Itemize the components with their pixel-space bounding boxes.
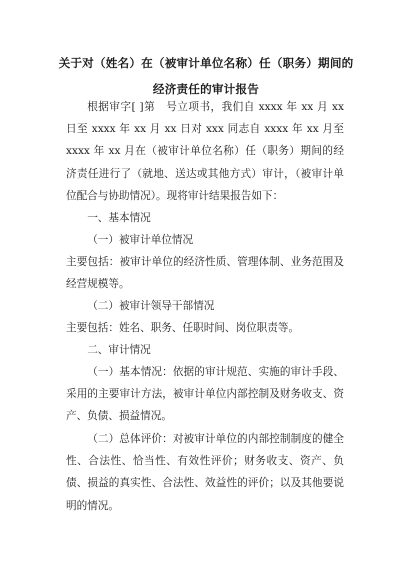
section-2-1-body: （一）基本情况：依据的审计规范、实施的审计手段、采用的主要审计方法，被审计单位内部控制及财务收支、资产、负债、损益情况。 xyxy=(66,366,344,423)
section-1-1-heading: （一）被审计单位情况 xyxy=(87,234,194,246)
section-1-2-body: 主要包括：姓名、职务、任职时间、岗位职责等。 xyxy=(66,322,300,334)
section-1-2-heading: （二）被审计领导干部情况 xyxy=(87,300,215,312)
intro-paragraph: 根据审字[ ]第 号立项书，我们自 xxxx 年 xx 月 xx 日至 xxxx 年 xx 月 xx 日对 xxx 同志自 xxxx 年 xx 月至 xxxx 年 xx 月在（被审计单位名称）任（职务）期间的经济责任进行了（就地、送达或其他方式）审计，（被审计单位配合与协助情况）。现将审计结果报告如下： xyxy=(66,101,344,202)
section-1-1-body: 主要包括：被审计单位的经济性质、管理体制、业务范围及经营规模等。 xyxy=(66,256,344,291)
report-title-line-2: 经济责任的审计报告 xyxy=(152,82,260,96)
report-title-line-1: 关于对（姓名）在（被审计单位名称）任（职务）期间的 xyxy=(58,56,354,70)
section-1-heading: 一、基本情况 xyxy=(87,212,151,224)
section-2-2-body: （二）总体评价：对被审计单位的内部控制制度的健全性、合法性、恰当性、有效性评价；财务收支、资产、负债、损益的真实性、合法性、效益性的评价；以及其他要说明的情况。 xyxy=(66,433,344,512)
section-2-heading: 二、审计情况 xyxy=(87,344,151,356)
